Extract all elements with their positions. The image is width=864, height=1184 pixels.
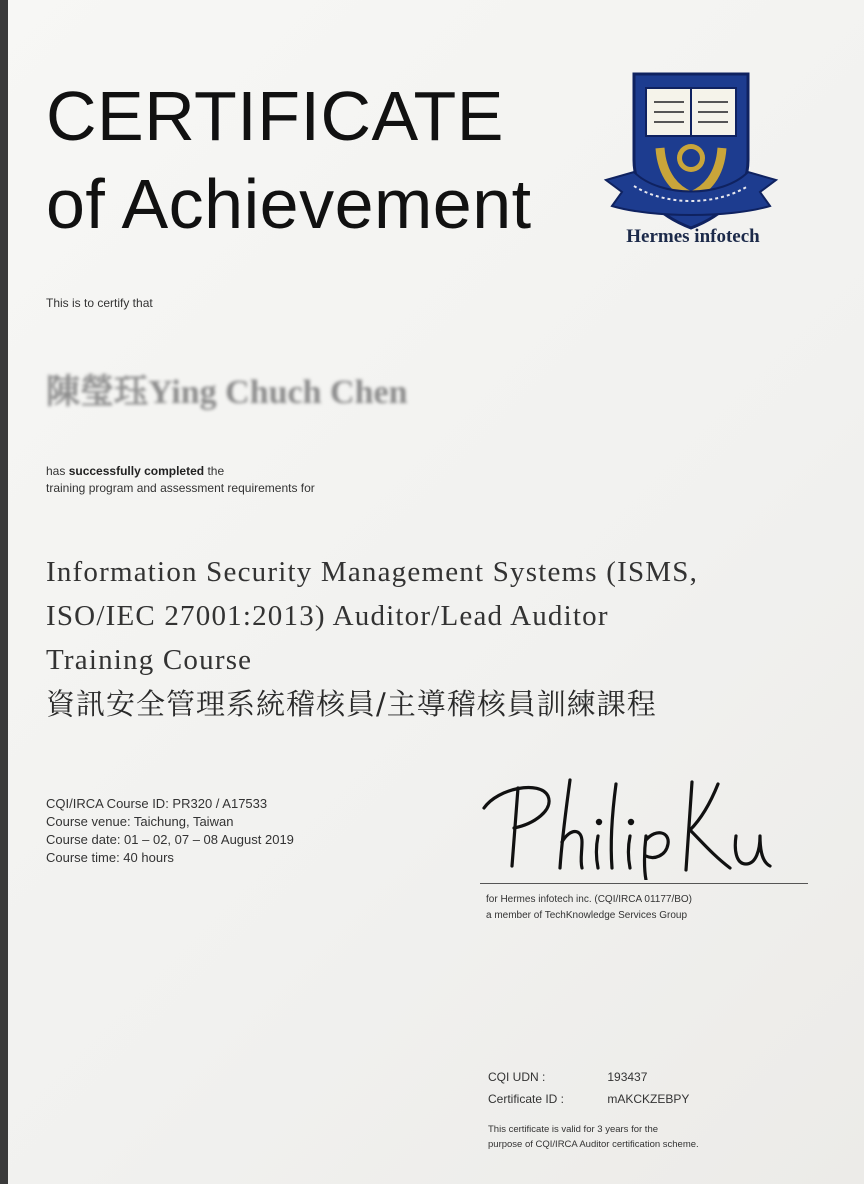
cqi-udn-row — [488, 1066, 689, 1088]
completed-prefix: has — [46, 464, 66, 478]
signature-philip-ku — [478, 770, 778, 880]
certificate-id-value: mAKCKZEBPY — [607, 1092, 690, 1106]
cqi-udn-value: 193437 — [607, 1070, 648, 1084]
course-date: Course date: 01 – 02, 07 – 08 August 2019 — [46, 832, 294, 847]
validity-line-1: This certificate is valid for 3 years for the — [488, 1124, 659, 1135]
hermes-infotech-crest-icon — [600, 68, 782, 250]
course-time: Course time: 40 hours — [46, 850, 174, 865]
cqi-udn-label: CQI UDN : — [488, 1070, 546, 1084]
title-line-1: CERTIFICATE — [46, 77, 504, 155]
course-line-1: Information Security Management Systems (ISMS, — [46, 556, 699, 588]
certificate-id-label: Certificate ID : — [488, 1092, 565, 1106]
logo-caption: Hermes infotech — [626, 226, 760, 247]
certificate-id-row — [488, 1088, 689, 1110]
certificate-page — [8, 0, 864, 1184]
validity-note — [488, 1122, 699, 1152]
completed-suffix: the — [207, 464, 225, 478]
title-line-2: of Achievement — [46, 165, 532, 243]
recipient-name: 陳瑩珏Ying Chuch Chen — [46, 374, 408, 411]
validity-line-2: purpose of CQI/IRCA Auditor certification scheme. — [488, 1139, 699, 1150]
certify-text: This is to certify that — [46, 296, 153, 310]
certificate-identifiers — [488, 1066, 689, 1110]
signature-caption-line-2: a member of TechKnowledge Services Group — [486, 910, 688, 921]
signature-caption-line-1: for Hermes infotech inc. (CQI/IRCA 01177/BO) — [486, 894, 693, 905]
course-venue: Course venue: Taichung, Taiwan — [46, 814, 234, 829]
course-line-2: ISO/IEC 27001:2013) Auditor/Lead Auditor — [46, 600, 609, 632]
completion-statement — [46, 463, 315, 497]
course-details — [46, 795, 294, 867]
signature-line — [480, 883, 808, 884]
course-title-chinese: 資訊安全管理系統稽核員/主導稽核員訓練課程 — [46, 687, 657, 721]
course-id: CQI/IRCA Course ID: PR320 / A17533 — [46, 796, 268, 811]
page-edge-shadow — [0, 0, 8, 1184]
completed-line-2: training program and assessment requirements for — [46, 481, 315, 495]
signature-caption — [486, 892, 692, 924]
certificate-title — [46, 72, 532, 248]
course-title — [46, 550, 698, 726]
course-line-3: Training Course — [46, 644, 253, 676]
completed-bold: successfully completed — [68, 464, 205, 478]
